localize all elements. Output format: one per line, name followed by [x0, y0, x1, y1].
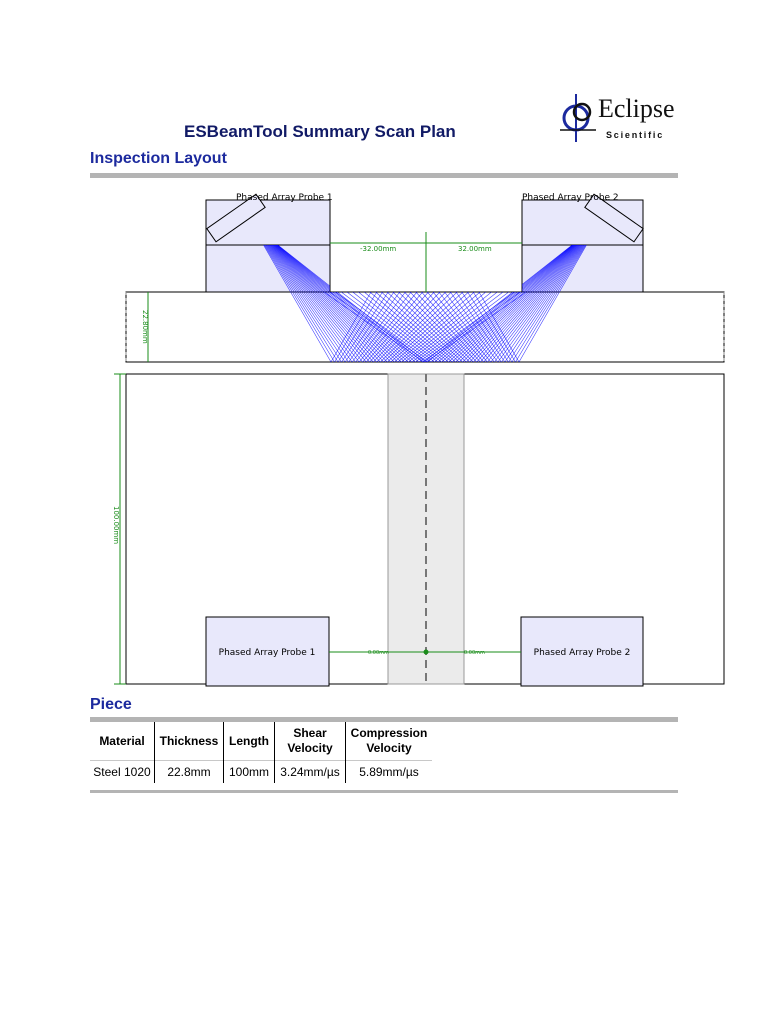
wedge-left [206, 245, 330, 292]
piece-bottom-rule [90, 790, 678, 793]
length-dimension-label: 100.00mm [112, 506, 120, 545]
header-thickness: Thickness [155, 722, 224, 761]
header-shear-velocity: Shear Velocity [275, 722, 346, 761]
document-title: ESBeamTool Summary Scan Plan [184, 122, 456, 141]
cell-material: Steel 1020 [90, 761, 155, 784]
probe2-side-label: Phased Array Probe 2 [522, 193, 619, 203]
header-compression-velocity: Compression Velocity [346, 722, 433, 761]
top-view [112, 374, 724, 686]
probe2-top-label: Phased Array Probe 2 [533, 648, 631, 658]
side-view [126, 193, 724, 362]
cell-compression-velocity: 5.89mm/µs [346, 761, 433, 784]
logo-wordmark: Eclipse [598, 94, 675, 123]
inspection-layout-heading: Inspection Layout [90, 150, 227, 167]
cell-length: 100mm [224, 761, 275, 784]
cell-thickness: 22.8mm [155, 761, 224, 784]
thickness-dimension-label: 22.80mm [141, 310, 149, 344]
piece-table-header-row [90, 722, 432, 761]
probe1-top-label: Phased Array Probe 1 [218, 648, 316, 658]
table-row [90, 761, 432, 784]
piece-heading: Piece [90, 696, 132, 713]
cell-shear-velocity: 3.24mm/µs [275, 761, 346, 784]
logo-subtitle: Scientific [606, 130, 665, 140]
header-length: Length [224, 722, 275, 761]
offset-left-label: -32.00mm [360, 245, 397, 253]
probe2-offset-label: 0.00mm [464, 650, 485, 656]
header-material: Material [99, 733, 145, 748]
probe1-offset-label: 0.00mm [368, 650, 389, 656]
offset-right-label: 32.00mm [458, 245, 492, 253]
piece-table [90, 722, 432, 783]
probe1-side-label: Phased Array Probe 1 [236, 193, 333, 203]
